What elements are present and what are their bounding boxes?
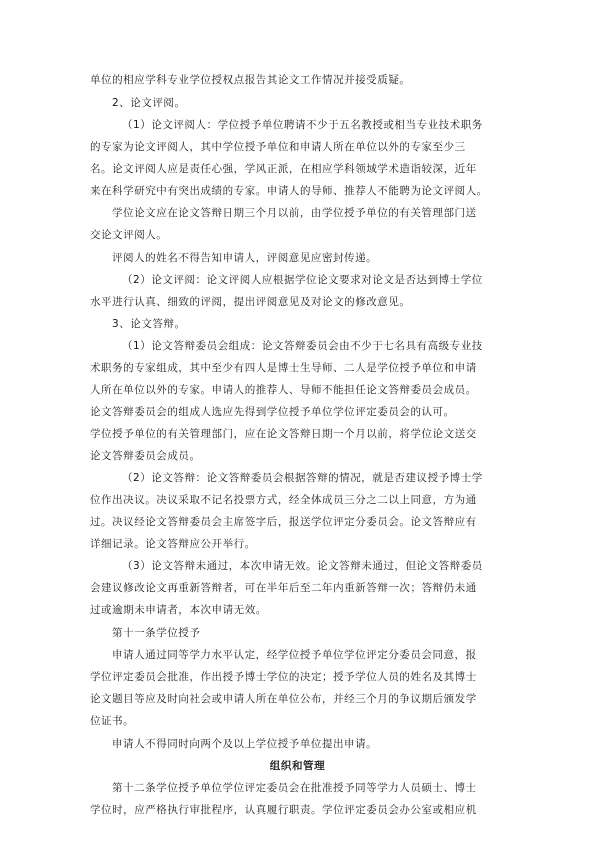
article-heading: 第十一条学位授予 [112,627,201,639]
text-line: （2）论文答辩：论文答辩委员会根据答辩的情况，就是否建议授予博士学 [122,472,483,484]
text-line: 学位评定委员会批准，作出授予博士学位的决定；授予学位人员的姓名及其博士 [90,671,477,683]
text-line: 学位授予单位的有关管理部门，应在论文答辩日期一个月以前，将学位论文送交 [90,428,477,440]
text-line: 第十二条学位授予单位学位评定委员会在批准授予同等学力人员硕士、博士 [112,782,477,794]
text-line: 申请人通过同等学力水平认定，经学位授予单位学位评定分委员会同意，报 [112,649,477,661]
text-line: 申请人不得同时向两个及以上学位授予单位提出申请。 [112,738,378,750]
section-heading: 2、论文评阅。 [112,97,186,109]
section-heading: 3、论文答辩。 [112,318,186,330]
text-line: 评阅人的姓名不得告知申请人，评阅意见应密封传递。 [112,252,378,264]
text-line: 单位的相应学科专业学位授权点报告其论文工作情况并接受质疑。 [90,74,411,86]
text-line: 过或逾期未申请者，本次申请无效。 [90,604,267,616]
chapter-title: 组织和管理 [269,760,326,772]
text-line: 论文题目等应及时向社会或申请人所在单位公布，并经三个月的争议期后颁发学 [90,693,477,705]
text-line: （2）论文评阅：论文评阅人应根据学位论文要求对论文是否达到博士学位 [122,274,483,286]
text-line: 名。论文评阅人应是责任心强，学风正派，在相应学科领域学术造诣较深，近年 [90,163,477,175]
text-line: 的专家为论文评阅人，其中学位授予单位和申请人所在单位以外的专家至少三 [90,141,466,153]
text-line: （1）论文答辩委员会组成：论文答辩委员会由不少于七名具有高级专业技 [122,340,483,352]
text-line: 学位论文应在论文答辩日期三个月以前，由学位授予单位的有关管理部门送 [112,207,477,219]
text-line: 来在科学研究中有突出成绩的专家。申请人的导师、推荐人不能聘为论文评阅人。 [90,185,488,197]
text-line: 论文答辩委员会成员。 [90,450,201,462]
text-line: 学位时，应严格执行审批程序，认真履行职责。学位评定委员会办公室或相应机 [90,804,477,816]
text-line: 人所在单位以外的专家。申请人的推荐人、导师不能担任论文答辩委员会成员。 [90,384,477,396]
text-line: （1）论文评阅人：学位授予单位聘请不少于五名教授或相当专业技术职务 [122,119,483,131]
text-line: 详细记录。论文答辩应公开举行。 [90,538,256,550]
text-line: 位证书。 [90,715,135,727]
text-line: （3）论文答辩未通过，本次申请无效。论文答辩未通过，但论文答辩委员 [122,560,483,572]
text-line: 过。决议经论文答辩委员会主席签字后，报送学位评定分委员会。论文答辩应有 [90,516,477,528]
text-line: 会建议修改论文再重新答辩者，可在半年后至二年内重新答辩一次；答辩仍未通 [90,582,477,594]
text-line: 位作出决议。决议采取不记名投票方式，经全体成员三分之二以上同意，方为通 [90,494,477,506]
text-line: 水平进行认真、细致的评阅，提出评阅意见及对论文的修改意见。 [90,296,411,308]
text-line: 交论文评阅人。 [90,229,168,241]
text-line: 术职务的专家组成，其中至少有四人是博士生导师、二人是学位授予单位和申请 [90,362,477,374]
text-line: 论文答辩委员会的组成人选应先得到学位授予单位学位评定委员会的认可。 [90,406,455,418]
